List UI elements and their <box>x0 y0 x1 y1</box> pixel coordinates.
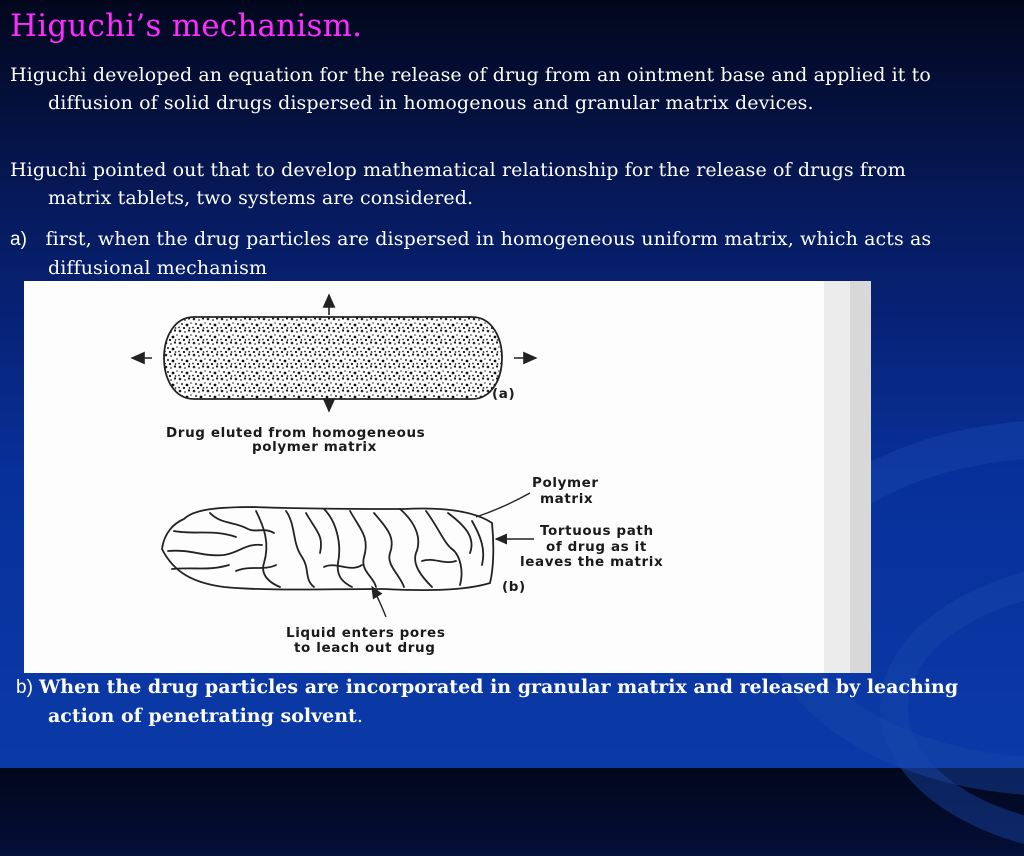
list-marker-a: a) <box>10 229 28 250</box>
label-b: (b) <box>502 579 526 595</box>
granular-matrix <box>162 507 493 590</box>
label-path-line3: leaves the matrix <box>520 554 664 570</box>
pointer-lines <box>372 493 534 617</box>
label-path-line1: Tortuous path <box>540 523 654 539</box>
label-polymer-line1: Polymer <box>532 475 599 491</box>
matrix-diagram-figure <box>24 281 871 673</box>
list-text-a: first, when the drug particles are dispersed in homogeneous uniform matrix, which acts as diffusional mechanism <box>45 228 932 279</box>
list-item-b <box>16 673 1024 730</box>
matrix-diagram <box>24 281 871 673</box>
caption-b-line2: to leach out drug <box>294 640 436 656</box>
list-end-b: . <box>356 705 363 727</box>
homogeneous-matrix-cylinder <box>164 317 502 399</box>
right-edge-scan-shadow <box>824 281 871 673</box>
label-a: (a) <box>492 386 516 402</box>
list-text-b: When the drug particles are incorporated in granular matrix and released by leaching action of penetrating solvent <box>38 676 959 727</box>
paragraph-equation: Higuchi developed an equation for the release of drug from an ointment base and applied it to diffusion of solid drugs dispersed in homogenous and granular matrix devices. <box>10 64 931 114</box>
caption-b-line1: Liquid enters pores <box>286 625 446 641</box>
caption-a-line2: polymer matrix <box>252 439 377 455</box>
list-marker-b: b) <box>16 677 33 698</box>
paragraph-systems: Higuchi pointed out that to develop mathematical relationship for the release of drugs from matrix tablets, two systems are considered. <box>10 159 906 209</box>
label-polymer-line2: matrix <box>540 491 594 507</box>
slide-title: Higuchi’s mechanism. <box>10 8 363 44</box>
caption-a-line1: Drug eluted from homogeneous <box>166 425 426 441</box>
list-item-a <box>10 225 968 282</box>
label-path-line2: of drug as it <box>546 539 647 555</box>
